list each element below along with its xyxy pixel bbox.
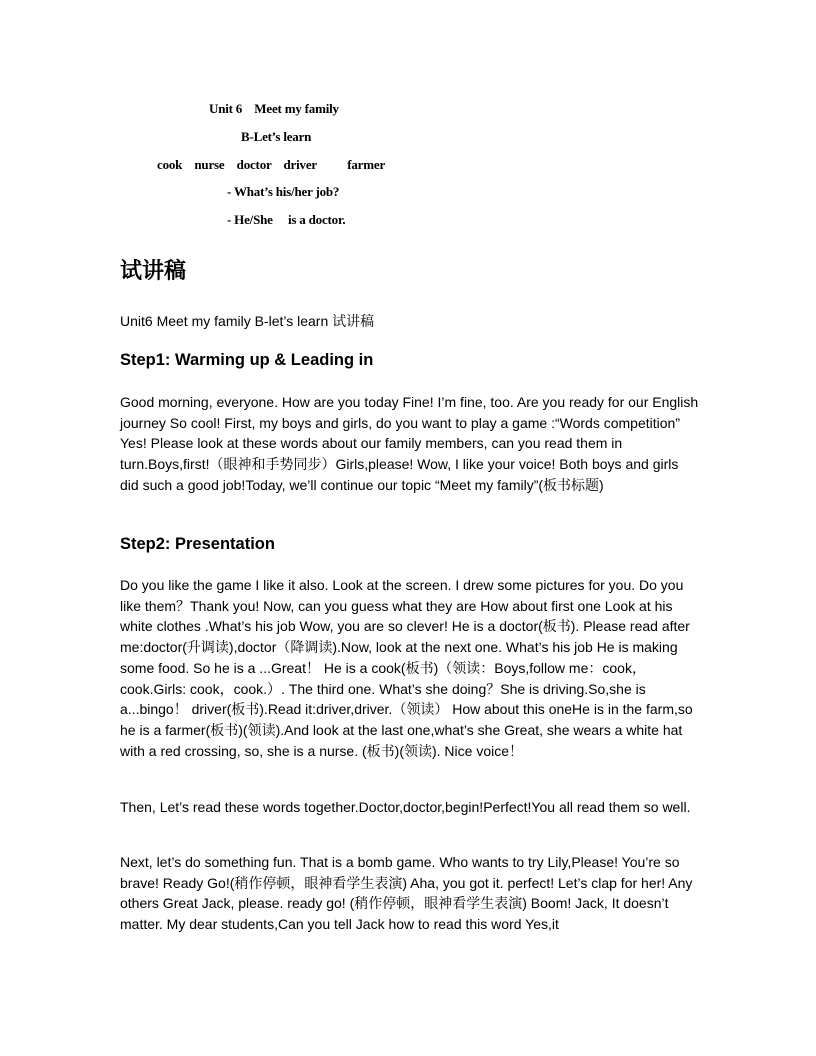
board-lesson: B-Let’s learn — [241, 129, 312, 144]
step1-paragraph: Good morning, everyone. How are you today Fine! I’m fine, too. Are you ready for our English journey So cool! First, my boys and girls, do you want to play a game :“Words competition” Yes! Please look at these words about our family members, can you read them in turn.Boys,first!（眼神和手势同步）Girls,please! Wow, I like your voice! Both boys and girls did such a good job!Today, we’ll continue our topic “Meet my family”(板书标题) — [120, 394, 699, 493]
step2-heading: Step2: Presentation — [120, 535, 275, 553]
document-subtitle: Unit6 Meet my family B-let’s learn 试讲稿 — [120, 313, 375, 329]
step2-paragraph-1: Do you like the game I like it also. Look at the screen. I drew some pictures for you. Do you like them？Thank you! Now, can you guess what they are How about first one Look at his white clothes .What’s his job Wow, you are so clever! He is a doctor(板书). Please read after me:doctor(升调读),doctor（降调读).Now, look at the next one. What’s his job He is making some food. So he is a ...Great！ He is a cook(板书)（领读：Boys,follow me：cook，cook.Girls: cook，cook.）. The third one. What’s she doing？She is driving.So,she is a...bingo！ driver(板书).Read it:driver,driver.（领读） How about this oneHe is in the farm,so he is a farmer(板书)(领读).And look at the last one,what’s she Great, she wears a white hat with a red crossing, so, she is a nurse. (板书)(领读). Nice voice！ — [120, 577, 693, 759]
board-question: - What’s his/her job? — [227, 184, 340, 199]
page-title: 试讲稿 — [120, 259, 187, 284]
step2-paragraph-3: Next, let’s do something fun. That is a bomb game. Who wants to try Lily,Please! You’re so brave! Ready Go!(稍作停顿，眼神看学生表演) Aha, you got it. perfect! Let’s clap for her! Any others Great Jack, please. ready go! (稍作停顿，眼神看学生表演) Boom! Jack, It doesn’t matter. My dear students,Can you tell Jack how to read this word Yes,it — [120, 854, 693, 933]
board-answer: - He/She is a doctor. — [227, 212, 346, 227]
board-words: cook nurse doctor driver farmer — [157, 157, 386, 172]
step2-paragraph-2: Then, Let’s read these words together.Doctor,doctor,begin!Perfect!You all read them so well. — [120, 799, 691, 815]
board-title: Unit 6 Meet my family — [209, 101, 339, 116]
step1-heading: Step1: Warming up & Leading in — [120, 351, 374, 369]
